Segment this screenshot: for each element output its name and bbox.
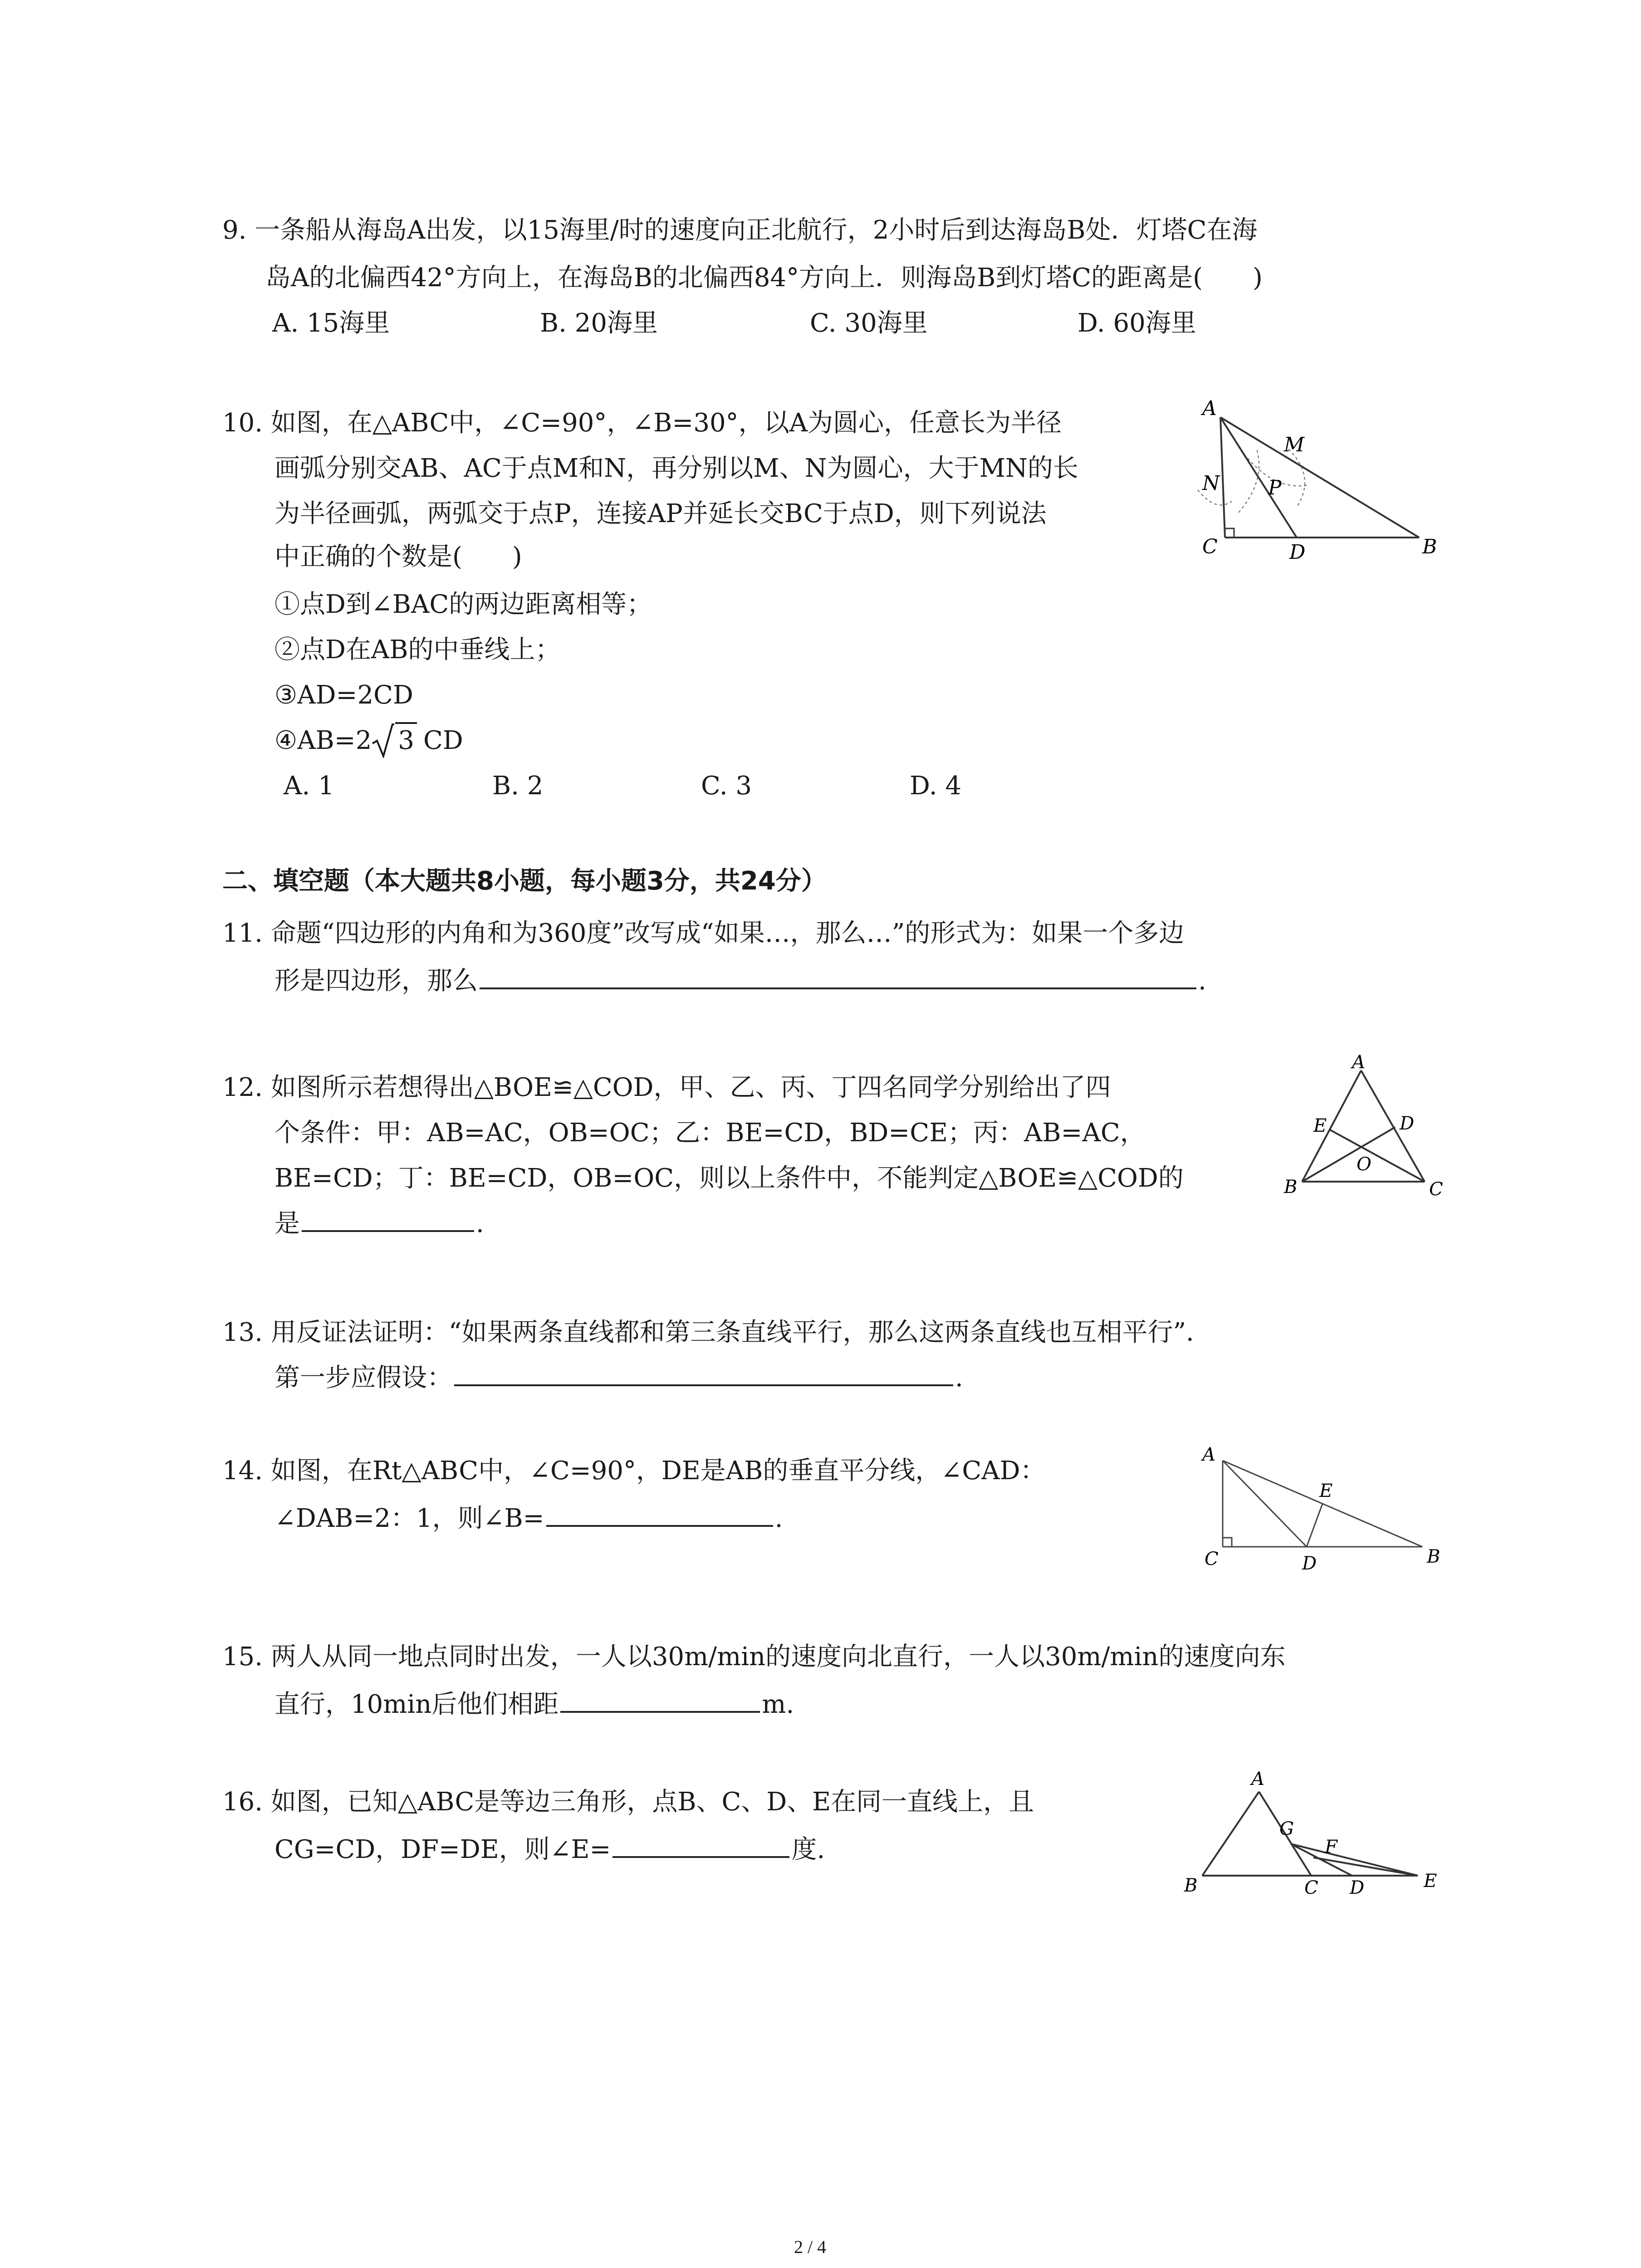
q10-item4-prefix: ④AB=2: [274, 726, 372, 755]
q10-item3: ③AD=2CD: [274, 680, 413, 710]
q14-line2-text: ∠DAB=2：1，则∠B=: [274, 1504, 544, 1533]
q10-option-b: B. 2: [492, 771, 544, 801]
q10-line4: [274, 544, 522, 570]
q16-label-c: C: [1304, 1877, 1318, 1898]
q15-answer-blank[interactable]: [560, 1711, 760, 1713]
q12-label-b: B: [1284, 1177, 1298, 1198]
q16-label-f: F: [1325, 1837, 1337, 1857]
q13-line1: 13. 用反证法证明：“如果两条直线都和第三条直线平行，那么这两条直线也互相平行”．: [222, 1318, 1212, 1347]
q9-option-a: A. 15海里: [272, 308, 390, 338]
q12-label-a: A: [1352, 1052, 1365, 1073]
q14-label-d: D: [1302, 1553, 1317, 1574]
q16-label-e: E: [1424, 1871, 1437, 1892]
q10-line1: 10. 如图，在△ABC中，∠C=90°，∠B=30°，以A为圆心，任意长为半径: [222, 408, 1062, 438]
q11-line2-text: 形是四边形，那么: [274, 966, 478, 996]
q16-figure: [1175, 1769, 1447, 1910]
q10-label-m: M: [1284, 433, 1305, 456]
section2-title: 二、填空题（本大题共8小题，每小题3分，共24分）: [222, 866, 827, 896]
q16-line2-text: CG=CD，DF=DE，则∠E=: [274, 1835, 611, 1864]
q10-item4-suffix: CD: [423, 726, 463, 755]
q10-label-n: N: [1202, 472, 1220, 495]
q10-option-c: C. 3: [701, 771, 752, 801]
q10-label-b: B: [1422, 535, 1437, 558]
q9-line2-text: 岛A的北偏西42°方向上，在海岛B的北偏西84°方向上．则海岛B到灯塔C的距离是(: [265, 263, 1203, 293]
q12-end: .: [476, 1209, 484, 1238]
q12-line4: [274, 1211, 484, 1237]
q11-line1: 11. 命题“四边形的内角和为360度”改写成“如果…，那么…”的形式为：如果一个多边: [222, 919, 1185, 948]
q14-answer-blank[interactable]: [546, 1525, 773, 1527]
q14-line2: [274, 1506, 783, 1531]
q16-label-b: B: [1184, 1875, 1198, 1896]
q16-label-g: G: [1279, 1818, 1294, 1839]
q12-line4-text: 是: [274, 1209, 300, 1238]
sqrt-symbol: [372, 728, 417, 753]
q16-label-d: D: [1350, 1877, 1365, 1898]
page-number: 2 / 4: [794, 2237, 827, 2257]
q11-end: .: [1198, 966, 1206, 996]
q16-line1: 16. 如图，已知△ABC是等边三角形，点B、C、D、E在同一直线上，且: [222, 1787, 1034, 1817]
q14-line1: 14. 如图，在Rt△ABC中，∠C=90°，DE是AB的垂直平分线，∠CAD：: [222, 1456, 1046, 1486]
q14-label-b: B: [1427, 1546, 1440, 1567]
q14-figure: [1202, 1445, 1447, 1581]
q10-label-d: D: [1289, 541, 1306, 564]
q12-line2: 个条件：甲：AB=AC，OB=OC；乙：BE=CD，BD=CE；丙：AB=AC，: [274, 1118, 1146, 1148]
q12-figure: [1284, 1052, 1447, 1202]
q10-line4-close: ): [512, 542, 522, 572]
q11-line2: [274, 968, 1206, 994]
q13-line2: [274, 1365, 963, 1391]
q12-label-c: C: [1429, 1179, 1443, 1200]
q10-option-a: A. 1: [284, 771, 334, 801]
q10-item4-radicand: 3: [395, 722, 417, 755]
q14-label-e: E: [1319, 1481, 1333, 1501]
q16-line2: [274, 1837, 825, 1862]
q12-answer-blank[interactable]: [302, 1230, 474, 1232]
q13-answer-blank[interactable]: [454, 1384, 953, 1386]
q9-line2-close: ): [1252, 263, 1263, 293]
q10-item4: [274, 728, 463, 753]
q15-end: m.: [762, 1690, 794, 1719]
q9-option-c: C. 30海里: [810, 308, 928, 338]
q10-label-c: C: [1202, 535, 1218, 558]
q10-item1: ①点D到∠BAC的两边距离相等；: [274, 590, 652, 619]
q12-line3: BE=CD；丁：BE=CD，OB=OC，则以上条件中，不能判定△BOE≌△COD的: [274, 1163, 1184, 1193]
q10-label-a: A: [1202, 397, 1217, 420]
q13-line2-text: 第一步应假设：: [274, 1363, 452, 1393]
q13-end: .: [955, 1363, 963, 1393]
q10-label-p: P: [1268, 476, 1282, 499]
q14-label-c: C: [1205, 1549, 1219, 1569]
q9-line2: [265, 265, 1263, 291]
q10-line2: 画弧分别交AB、AC于点M和N，再分别以M、N为圆心，大于MN的长: [274, 454, 1078, 483]
q9-option-d: D. 60海里: [1078, 308, 1196, 338]
q15-line1: 15. 两人从同一地点同时出发，一人以30m/min的速度向北直行，一人以30m/min的速度向东: [222, 1642, 1286, 1672]
q9-option-b: B. 20海里: [540, 308, 658, 338]
q12-line1: 12. 如图所示若想得出△BOE≌△COD，甲、乙、丙、丁四名同学分别给出了四: [222, 1073, 1111, 1102]
q16-label-a: A: [1251, 1769, 1264, 1789]
q10-line3: 为半径画弧，两弧交于点P，连接AP并延长交BC于点D，则下列说法: [274, 499, 1047, 528]
q12-label-d: D: [1400, 1113, 1415, 1134]
q14-label-a: A: [1202, 1444, 1215, 1465]
q12-label-e: E: [1313, 1115, 1327, 1136]
q10-item2: ②点D在AB的中垂线上；: [274, 635, 561, 665]
q9-line1: 9. 一条船从海岛A出发，以15海里/时的速度向正北航行，2小时后到达海岛B处．灯塔C在海: [222, 215, 1258, 245]
q15-line2: [274, 1692, 794, 1717]
q11-answer-blank[interactable]: [480, 987, 1196, 989]
q14-end: .: [774, 1504, 783, 1533]
q16-answer-blank[interactable]: [612, 1856, 789, 1858]
q12-label-o: O: [1357, 1154, 1372, 1175]
q10-option-d: D. 4: [910, 771, 962, 801]
q16-end: 度.: [791, 1835, 825, 1864]
q10-figure: [1189, 399, 1443, 572]
q15-line2-text: 直行，10min后他们相距: [274, 1690, 559, 1719]
q10-line4-text: 中正确的个数是(: [274, 542, 462, 572]
